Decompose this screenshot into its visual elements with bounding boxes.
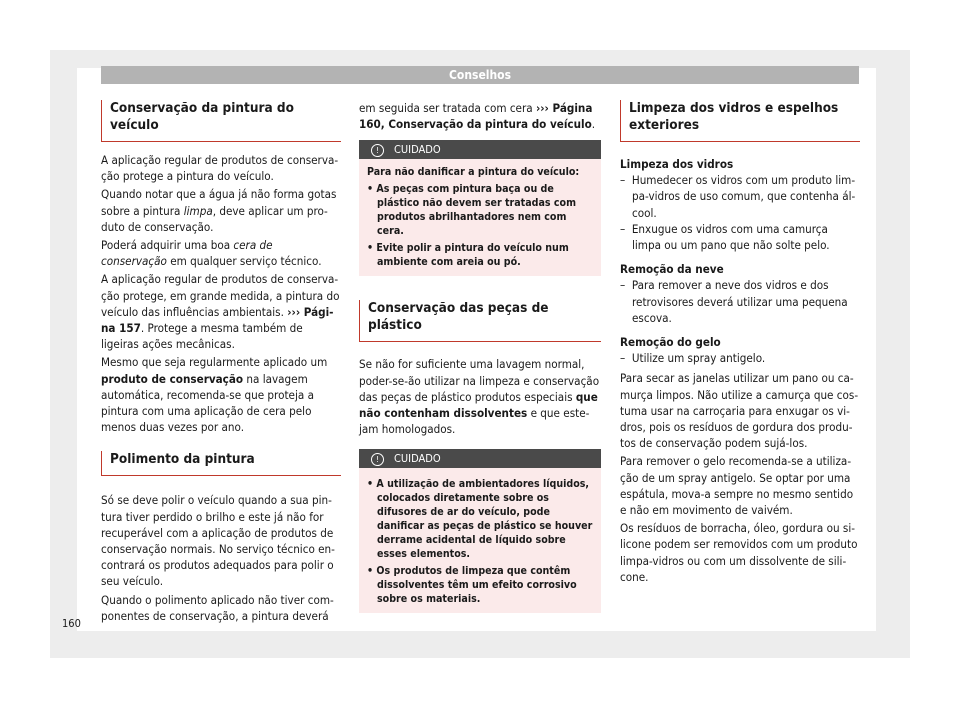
warning-icon: !	[371, 144, 384, 157]
page-reference-link[interactable]: ››› Página 160, Conservação da pintura do veículo	[359, 101, 593, 132]
paragraph: Os resíduos de borracha, óleo, gordura ou silicone podem ser removidos com um produto limpa-vidros ou com um dissolvente de silicone.	[620, 521, 858, 584]
page-reference-link[interactable]: ››› Página 157	[101, 304, 334, 336]
paragraph: Só se deve polir o veículo quando a sua pintura tiver perdido o brilho e este já não for recuperável com a aplicação de produtos de conservação normais. No serviço técnico encontrará os produtos adequados para polir o seu veículo.	[101, 493, 335, 589]
heading-plastic-care: Conservação das peças de plástico	[359, 300, 601, 342]
caution-box	[359, 140, 601, 276]
heading-paint-care: Conservação da pintura do veículo	[101, 100, 341, 142]
caution-intro: Para não danificar a pintura do veículo:	[367, 166, 580, 179]
list-item: – Utilize um spray antigelo.	[620, 351, 766, 366]
heading-polishing: Polimento da pintura	[101, 451, 341, 476]
caution-item: • Evite polir a pintura do veículo num ambiente com areia ou pó.	[367, 242, 569, 269]
paragraph: Para remover o gelo recomenda-se a utilização de um spray antigelo. Se optar por uma espátula, mova-a sempre no mesmo sentido e não em movimento de vaivém.	[620, 454, 854, 518]
subheading: Remoção da neve	[620, 262, 724, 277]
paragraph: Para secar as janelas utilizar um pano ou camurça limpos. Não utilize a camurça que costuma usar na carroçaria para enxugar os vidros, pois os resíduos de gordura dos produtos de conservação podem sujá-los.	[620, 371, 859, 451]
list-item: – Humedecer os vidros com um produto limpa-vidros de uso comum, que contenha álcool.	[620, 173, 856, 220]
section-header: Conselhos	[101, 66, 859, 84]
caution-item: • Os produtos de limpeza que contêm dissolventes têm um efeito corrosivo sobre os materiais.	[367, 565, 577, 606]
subheading: Limpeza dos vidros	[620, 157, 734, 171]
paragraph: Quando o polimento aplicado não tiver componentes de conservação, a pintura deverá	[101, 592, 334, 623]
heading-glass-cleaning: Limpeza dos vidros e espelhos exteriores	[620, 100, 860, 142]
column-3	[620, 100, 860, 587]
caution-body	[359, 468, 601, 613]
paragraph: A aplicação regular de produtos de conservação protege a pintura do veículo.	[101, 153, 339, 184]
list-item: – Para remover a neve dos vidros e dos retrovisores deverá utilizar uma pequena escova.	[620, 278, 848, 325]
paragraph: Quando notar que a água já não forma gotas sobre a pintura limpa, deve aplicar um produto de conservação.	[101, 187, 337, 234]
column-1	[101, 100, 341, 626]
paragraph: Mesmo que seja regularmente aplicado um produto de conservação na lavagem automática, recomenda-se que proteja a pintura com uma aplicação de cera pelo menos duas vezes por ano.	[101, 355, 328, 435]
caution-header: ! CUIDADO	[359, 140, 601, 159]
caution-header: ! CUIDADO	[359, 449, 601, 468]
caution-item: • As peças com pintura baça ou de plástico não devem ser tratadas com produtos abrilhantadores nem com cera.	[367, 183, 577, 238]
caution-item: • A utilização de ambientadores líquidos, colocados diretamente sobre os difusores de ar do veículo, pode danificar as peças de plástico se houver derrame acidental de líquido sobre esses elementos.	[367, 478, 593, 561]
paragraph: Se não for suficiente uma lavagem normal, poder-se-ão utilizar na limpeza e conservação das peças de plástico produtos especiais que não contenham dissolventes e que estejam homologados.	[359, 357, 600, 437]
paragraph: em seguida ser tratada com cera ››› Página 160, Conservação da pintura do veículo.	[359, 101, 596, 132]
page-number: 160	[62, 617, 81, 630]
caution-box	[359, 449, 601, 613]
warning-icon: !	[371, 453, 384, 466]
paragraph: Poderá adquirir uma boa cera de conservação em qualquer serviço técnico.	[101, 238, 322, 269]
subheading: Remoção do gelo	[620, 335, 721, 350]
list-item: – Enxugue os vidros com uma camurça limpa ou um pano que não solte pelo.	[620, 221, 830, 253]
column-2	[359, 100, 601, 623]
paragraph: A aplicação regular de produtos de conservação protege, em grande medida, a pintura do veículo das influências ambientais. ››› Página 157. Protege a mesma também de ligeiras ações mecânicas.	[101, 272, 340, 352]
caution-body	[359, 159, 601, 276]
